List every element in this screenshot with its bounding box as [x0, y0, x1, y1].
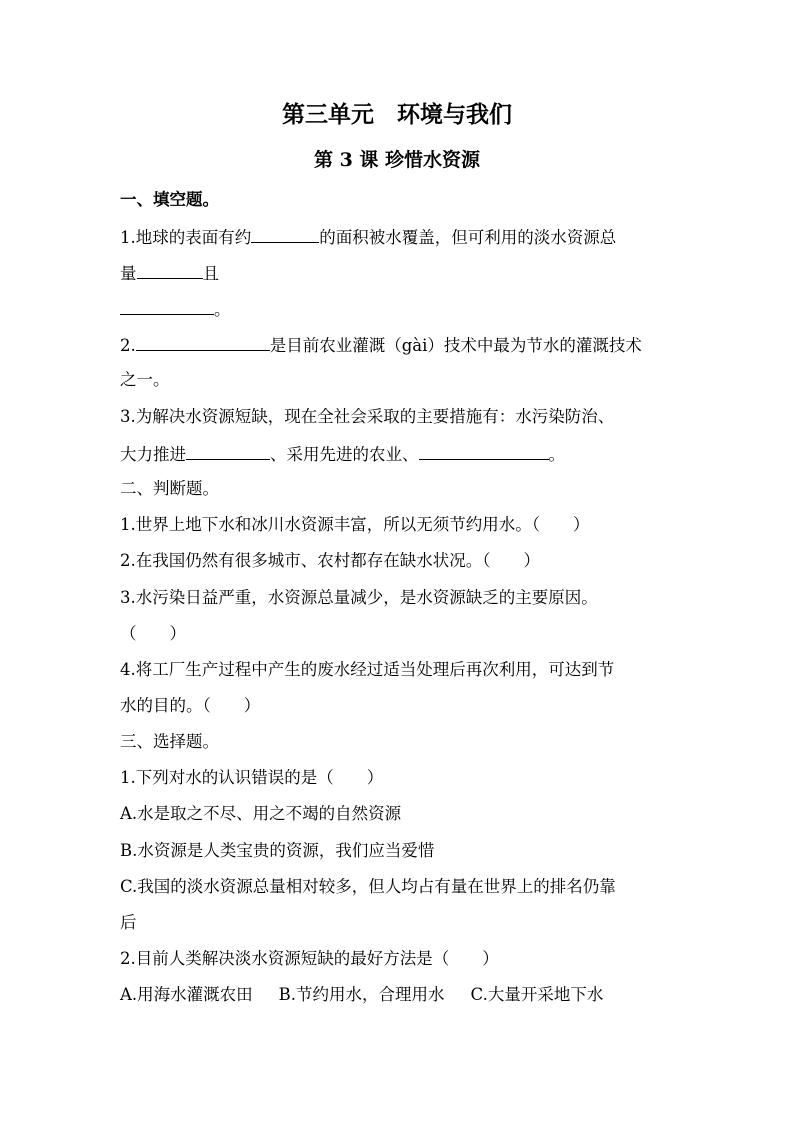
question-text: 且	[202, 264, 219, 283]
question-text: 量	[120, 264, 137, 283]
question-2-4: 4.将工厂生产过程中产生的废水经过适当处理后再次利用，可达到节	[120, 660, 615, 679]
question-1-3: 3.为解决水资源短缺，现在全社会采取的主要措施有：水污染防治、	[120, 407, 615, 426]
answer-blank[interactable]	[186, 443, 270, 460]
options-3-2	[120, 985, 603, 1005]
question-text: 大力推进	[120, 445, 186, 464]
section-heading-fill-in: 一、填空题。	[120, 190, 219, 209]
question-1-3-cont	[120, 443, 565, 465]
section-heading-true-false: 二、判断题。	[120, 479, 219, 498]
question-text: 。	[214, 300, 231, 319]
question-text: 2.	[120, 336, 136, 355]
question-1-2	[120, 334, 642, 356]
question-text: 的面积被水覆盖，但可利用的淡水资源总	[319, 228, 617, 247]
question-2-1: 1.世界上地下水和冰川水资源丰富，所以无须节约用水。（ ）	[120, 515, 590, 534]
question-1-2-cont: 之一。	[120, 370, 170, 389]
answer-blank[interactable]	[137, 262, 203, 279]
question-2-4-cont: 水的目的。（ ）	[120, 696, 261, 715]
option-3-1-b[interactable]: B.水资源是人类宝贵的资源，我们应当爱惜	[120, 841, 435, 860]
question-2-3: 3.水污染日益严重，水资源总量减少，是水资源缺乏的主要原因。	[120, 588, 598, 607]
option-3-2-c[interactable]: C.大量开采地下水	[470, 985, 604, 1004]
question-text: 。	[548, 445, 565, 464]
question-3-1: 1.下列对水的认识错误的是（ ）	[120, 768, 384, 787]
question-text: 、采用先进的农业、	[270, 445, 419, 464]
section-heading-multiple-choice: 三、选择题。	[120, 732, 219, 751]
option-3-1-a[interactable]: A.水是取之不尽、用之不竭的自然资源	[120, 804, 402, 823]
answer-blank[interactable]	[120, 298, 214, 315]
question-text: 是目前农业灌溉（gài）技术中最为节水的灌溉技术	[269, 336, 642, 355]
question-1-1-cont	[120, 262, 219, 284]
question-3-2: 2.目前人类解决淡水资源短缺的最好方法是（ ）	[120, 949, 499, 968]
question-2-2: 2.在我国仍然有很多城市、农村都存在缺水状况。（ ）	[120, 551, 540, 570]
option-3-1-c[interactable]: C.我国的淡水资源总量相对较多，但人均占有量在世界上的排名仍靠	[120, 877, 616, 896]
answer-blank[interactable]	[251, 226, 319, 243]
question-1-1-cont2	[120, 298, 231, 320]
option-3-2-a[interactable]: A.用海水灌溉农田	[120, 985, 253, 1004]
option-3-2-b[interactable]: B.节约用水，合理用水	[278, 985, 445, 1004]
question-text: 1.地球的表面有约	[120, 228, 252, 247]
answer-blank[interactable]	[136, 334, 270, 351]
option-3-1-c-cont: 后	[120, 913, 137, 932]
unit-title: 第三单元 环境与我们	[282, 101, 512, 128]
question-2-3-paren[interactable]: （ ）	[120, 624, 186, 643]
question-1-1	[120, 226, 616, 248]
lesson-title: 第 3 课 珍惜水资源	[313, 149, 481, 171]
answer-blank[interactable]	[419, 443, 549, 460]
